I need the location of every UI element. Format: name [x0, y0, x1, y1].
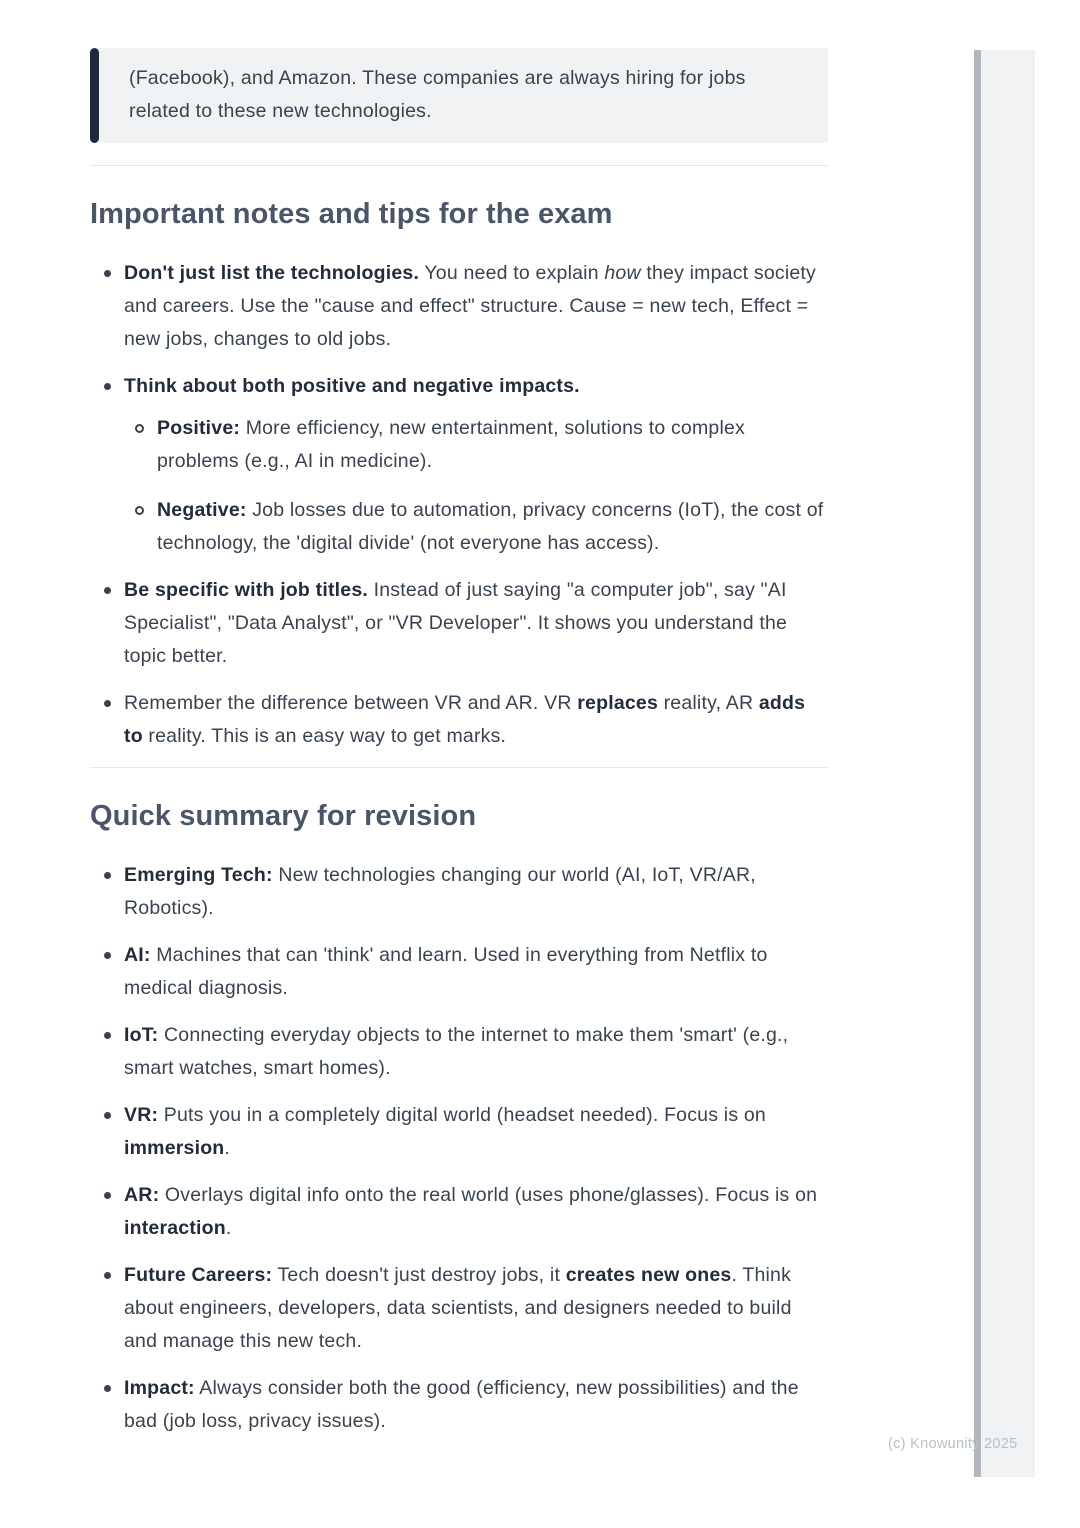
section-divider: [90, 767, 828, 768]
text-segment: creates new ones: [565, 1264, 732, 1286]
scrollbar-track[interactable]: [974, 50, 1035, 1477]
text-segment: reality. This is an easy way to get marks.: [142, 725, 507, 747]
text-segment: Job losses due to automation, privacy concerns (IoT), the cost of technology, the 'digital divide' (not everyone has access).: [157, 499, 824, 554]
text-segment: Puts you in a completely digital world (headset needed). Focus is on: [158, 1104, 766, 1126]
list-item: [90, 859, 828, 925]
exam-tips-list: [90, 257, 828, 753]
list-item: [90, 939, 828, 1005]
list-item: [90, 687, 828, 753]
text-segment: Emerging Tech:: [124, 864, 273, 886]
text-segment: how: [604, 262, 641, 284]
text-segment: IoT:: [124, 1024, 159, 1046]
text-segment: .: [224, 1137, 231, 1159]
list-item: [90, 1019, 828, 1085]
blockquote: [90, 48, 828, 143]
text-segment: Remember the difference between VR and AR. VR: [124, 692, 578, 714]
list-item: [90, 1259, 828, 1358]
nested-list: [124, 412, 828, 560]
text-segment: replaces: [577, 692, 658, 714]
nested-list-item: [124, 412, 828, 478]
text-segment: Always consider both the good (efficiency, new possibilities) and the bad (job loss, privacy issues).: [124, 1377, 799, 1432]
section-quick-summary: [90, 798, 828, 1438]
text-segment: More efficiency, new entertainment, solutions to complex problems (e.g., AI in medicine).: [157, 417, 745, 472]
text-segment: Don't just list the technologies.: [124, 262, 420, 284]
text-segment: reality, AR: [658, 692, 759, 714]
list-item: [90, 257, 828, 356]
blockquote-border-bar: [90, 48, 99, 143]
document-content: [90, 48, 828, 1452]
text-segment: Think about both positive and negative impacts.: [124, 375, 580, 397]
list-item: [90, 574, 828, 673]
text-segment: AR:: [124, 1184, 160, 1206]
text-segment: they impact society and careers. Use the "cause and effect" structure. Cause = new tech, Effect = new jobs, changes to old jobs.: [124, 262, 816, 350]
text-segment: You need to explain: [419, 262, 605, 284]
text-segment: adds to: [124, 692, 806, 747]
text-segment: Impact:: [124, 1377, 195, 1399]
text-segment: interaction: [124, 1217, 226, 1239]
text-segment: AI:: [124, 944, 151, 966]
text-segment: immersion: [124, 1137, 225, 1159]
blockquote-text: (Facebook), and Amazon. These companies are always hiring for jobs related to these new technologies.: [99, 48, 828, 143]
text-segment: Be specific with job titles.: [124, 579, 368, 601]
list-item: [90, 370, 828, 560]
text-segment: New technologies changing our world (AI, IoT, VR/AR, Robotics).: [124, 864, 756, 919]
list-item: [90, 1372, 828, 1438]
list-item: [90, 1099, 828, 1165]
text-segment: Connecting everyday objects to the internet to make them 'smart' (e.g., smart watches, smart homes).: [124, 1024, 789, 1079]
scrollbar-thumb[interactable]: [974, 50, 981, 1477]
nested-list-item: [124, 494, 828, 560]
text-segment: VR:: [124, 1104, 159, 1126]
text-segment: . Think about engineers, developers, data scientists, and designers needed to build and manage this new tech.: [124, 1264, 792, 1352]
section-exam-tips: [90, 196, 828, 753]
list-item: [90, 1179, 828, 1245]
text-segment: Overlays digital info onto the real world (uses phone/glasses). Focus is on: [159, 1184, 818, 1206]
section-heading-quick-summary: Quick summary for revision: [90, 800, 477, 832]
section-heading-exam-tips: Important notes and tips for the exam: [90, 198, 613, 230]
text-segment: Future Careers:: [124, 1264, 273, 1286]
section-divider: [90, 165, 828, 166]
text-segment: .: [225, 1217, 232, 1239]
text-segment: Positive:: [157, 417, 241, 439]
text-segment: Tech doesn't just destroy jobs, it: [272, 1264, 566, 1286]
copyright-watermark: (c) Knowunity 2025: [888, 1436, 1018, 1452]
text-segment: Negative:: [157, 499, 247, 521]
quick-summary-list: [90, 859, 828, 1438]
text-segment: Machines that can 'think' and learn. Used in everything from Netflix to medical diagnosis.: [124, 944, 768, 999]
text-segment: Instead of just saying "a computer job", say "AI Specialist", "Data Analyst", or "VR Developer". It shows you understand the topic better.: [124, 579, 788, 667]
